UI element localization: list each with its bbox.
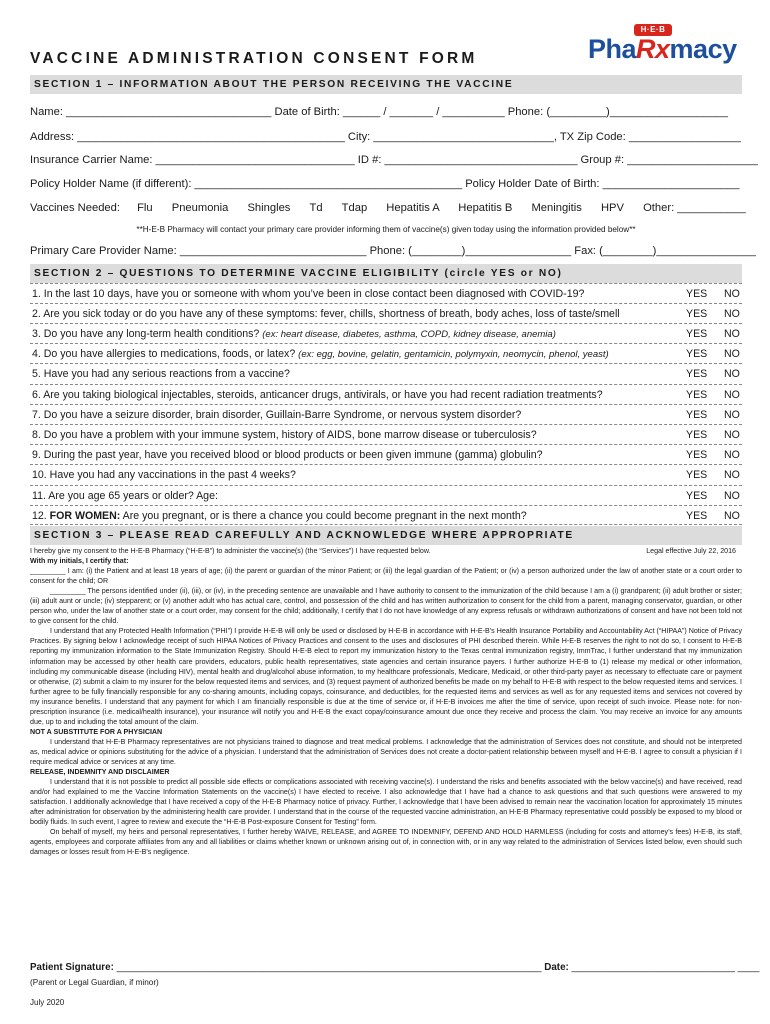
question-row bbox=[30, 343, 742, 363]
release-paragraph: I understand that it is not possible to predict all possible side effects or complications associated with receiving vaccine(s). I understand the risks and benefits associated with the below vaccine(s) and have received, read and/or had explained to me the Vaccine Information Statements on the vaccine(s) I have elected to receive. I also acknowledge that I have had a chance to ask questions and that such questions were answered to my satisfaction. I additionally acknowledge that I have received a copy of the H-E-B Pharmacy notice of privacy. Further, I acknowledge that I have been advised to remain near the vaccination location for approximately 15 minutes after administration for observation by the administering health care provider. I understand that in the course of the requested vaccine administration, an H-E-B Pharmacy representative could possibly be exposed to my blood or bodily fluids. In such event, I agree to review and execute the “H-E-B Post-exposure Consent for Testing” form. bbox=[30, 778, 742, 827]
vaccines-needed-row bbox=[30, 202, 746, 214]
signature-label: Patient Signature: bbox=[30, 962, 114, 973]
vaccine-option[interactable]: Flu bbox=[137, 202, 153, 214]
question-row bbox=[30, 505, 742, 525]
vaccine-option[interactable]: Meningitis bbox=[531, 202, 582, 214]
question-row bbox=[30, 464, 742, 484]
no-option[interactable]: NO bbox=[724, 510, 740, 522]
question-row bbox=[30, 303, 742, 323]
no-option[interactable]: NO bbox=[724, 328, 740, 340]
no-option[interactable]: NO bbox=[724, 389, 740, 401]
consent-legal-text bbox=[30, 546, 742, 857]
initials-option-a[interactable]: _________ I am: (i) the Patient and at least 18 years of age; (ii) the parent or guardian of the minor Patient; or (iii) the legal guardian of the Patient; or (iv) a person authorized under the law of another state or a court order to consent for the child; OR bbox=[30, 567, 742, 586]
date-label: Date: bbox=[544, 962, 569, 973]
primary-care-provider-line[interactable]: Primary Care Provider Name: ______________________________ Phone: (________)_________________ Fax: (________)________________ bbox=[30, 245, 756, 257]
address-line[interactable]: Address: ___________________________________________ City: _____________________________, TX Zip Code: __________________ bbox=[30, 131, 741, 143]
indemnity-paragraph: On behalf of myself, my heirs and personal representatives, I further hereby WAIVE, RELEASE, and AGREE TO INDEMNIFY, DEFEND AND HOLD HARMLESS (including for costs and attorney’s fees) H-E-B, its staff, agents, employees and corporate affiliates from any and all liabilities or claims whether known or unknown arising out of, in connection with, or in any way related to the administration of Services listed below, even should such damages or losses result from H-E-B’s negligence. bbox=[30, 828, 742, 857]
section2-heading: SECTION 2 – QUESTIONS TO DETERMINE VACCINE ELIGIBILITY (circle YES or NO) bbox=[30, 264, 742, 283]
question-text: 1. In the last 10 days, have you or someone with whom you’ve been in close contact been diagnosed with COVID-19? bbox=[32, 288, 585, 300]
yes-option[interactable]: YES bbox=[686, 389, 708, 401]
vaccine-option[interactable]: Hepatitis B bbox=[458, 202, 513, 214]
question-text: 5. Have you had any serious reactions from a vaccine? bbox=[32, 368, 290, 380]
question-text: 7. Do you have a seizure disorder, brain disorder, Guillain-Barre Syndrome, or nervous system disorder? bbox=[32, 409, 522, 421]
consent-intro: I hereby give my consent to the H-E-B Pharmacy (“H-E-B”) to administer the vaccine(s) (the “Services”) I have requested below. bbox=[30, 547, 431, 555]
question-row bbox=[30, 424, 742, 444]
question-text: 6. Are you taking biological injectables, steroids, anticancer drugs, antivirals, or have you had recent radiation treatments? bbox=[32, 389, 603, 401]
heb-badge-icon: H·E·B bbox=[634, 24, 672, 36]
question-row bbox=[30, 323, 742, 343]
name-dob-phone-line[interactable]: Name: _________________________________ Date of Birth: ______ / _______ / __________ Phone: (_________)___________________ bbox=[30, 106, 728, 118]
signature-sublabel: (Parent or Legal Guardian, if minor) bbox=[30, 978, 159, 987]
wordmark-part2: macy bbox=[669, 34, 737, 64]
yes-option[interactable]: YES bbox=[686, 409, 708, 421]
vaccine-option[interactable]: Pneumonia bbox=[171, 202, 229, 214]
question-row bbox=[30, 283, 742, 303]
insurance-line[interactable]: Insurance Carrier Name: ________________________________ ID #: _______________________________ Group #: _____________________ bbox=[30, 154, 758, 166]
yes-option[interactable]: YES bbox=[686, 449, 708, 461]
provider-contact-note: **H-E-B Pharmacy will contact your primary care provider informing them of vaccine(s) given today using the information provided below** bbox=[136, 225, 636, 234]
question-text: 3. Do you have any long-term health conditions? (ex: heart disease, diabetes, asthma, COPD, kidney disease, anemia) bbox=[32, 328, 556, 340]
no-option[interactable]: NO bbox=[724, 490, 740, 502]
initials-option-b[interactable]: _________ The persons identified under (ii), (iii), or (iv), in the preceding sentence are unavailable and I have authority to consent to the immunization of the child because I am a (i) grandparent; (ii) adult brother or sister; (iii) adult aunt or uncle; (iv) stepparent; or (v) another adult who has actual care, control, and possession of the child and has written authorization to consent for the child from a parent, managing conservator, guardian, or other person who, under the law of another state or a court order, may consent for the child; additionally, I certify that I do not have knowledge of any express refusals or withdrawn authorizations of consent and have not been told not to give consent for the child. bbox=[30, 587, 742, 626]
no-option[interactable]: NO bbox=[724, 308, 740, 320]
heb-pharmacy-logo bbox=[588, 24, 738, 74]
wordmark-rx: Rx bbox=[636, 34, 670, 64]
yes-option[interactable]: YES bbox=[686, 308, 708, 320]
yes-option[interactable]: YES bbox=[686, 328, 708, 340]
question-row bbox=[30, 444, 742, 464]
vaccine-option[interactable]: Shingles bbox=[247, 202, 291, 214]
yes-option[interactable]: YES bbox=[686, 368, 708, 380]
no-option[interactable]: NO bbox=[724, 409, 740, 421]
question-row bbox=[30, 384, 742, 404]
no-option[interactable]: NO bbox=[724, 469, 740, 481]
question-text: 4. Do you have allergies to medications, foods, or latex? (ex: egg, bovine, gelatin, gentamicin, polymyxin, neomycin, phenol, yeast) bbox=[32, 348, 609, 360]
question-row bbox=[30, 363, 742, 383]
no-option[interactable]: NO bbox=[724, 449, 740, 461]
no-option[interactable]: NO bbox=[724, 368, 740, 380]
question-text: 10. Have you had any vaccinations in the past 4 weeks? bbox=[32, 469, 296, 481]
phi-paragraph: I understand that any Protected Health Information (“PHI”) I provide H-E-B will only be used or disclosed by H-E-B in accordance with H-E-B’s Health Insurance Portability and Accountability Act (“HIPAA”) Notice of Privacy Practices. By signing below I acknowledge receipt of such HIPAA Notices of Privacy Practices and consent to the uses and disclosures of PHI described therein. While H-E-B reserves the right to not do so, I consent to H-E-B reporting my immunization information to the State Immunization Registry. Should H-E-B elect to report my immunization history to the Texas central immunization registry, ImmTrac, I further understand that my immunization information may be accessed by other health care providers, educators, public health representatives, state agencies and certain insurance payers. I further authorize H-E-B to (1) release my medical or other information, including my communicable disease (including HIV), mental health and drug/alcohol abuse information, to my healthcare professionals, Medicare, Medicaid, or other third-party payer as necessary to effectuate care or payment or otherwise, (2) submit a claim to my insurer for the below requested items and services, and (3) request payment of authorized benefits be made on my behalf to H-E-B with respect to the below requested items and services. I further agree to be fully financially responsible for any co-sharing amounts, including copays, coinsurance, and deductibles, for the requested items and services as well as for any requested items and services not covered by my insurance benefits. I understand that any payment for which I am financially responsible is due at the time of service or, if H-E-B invoices me after the time of service, upon receipt of such invoice. Please note: for non-prescription insurance (i.e. medical/health insurance), your insurance will notify you and H-E-B the exact copay/coinsurance amount due once they receive and process the claim. You may receive an invoice for any amounts due, up to and including the total amount of the claim. bbox=[30, 627, 742, 726]
question-text: 12. FOR WOMEN: Are you pregnant, or is there a chance you could become pregnant in the next month? bbox=[32, 510, 527, 522]
vaccine-option[interactable]: HPV bbox=[600, 202, 624, 214]
no-option[interactable]: NO bbox=[724, 429, 740, 441]
section3-heading: SECTION 3 – PLEASE READ CAREFULLY AND ACKNOWLEDGE WHERE APPROPRIATE bbox=[30, 526, 742, 545]
legal-effective-date: Legal effective July 22, 2016 bbox=[646, 547, 736, 555]
section1-heading: SECTION 1 – INFORMATION ABOUT THE PERSON RECEIVING THE VACCINE bbox=[30, 75, 742, 94]
no-option[interactable]: NO bbox=[724, 288, 740, 300]
vaccines-label: Vaccines Needed: bbox=[30, 202, 120, 214]
question-text: 11. Are you age 65 years or older? Age: bbox=[32, 490, 218, 502]
vaccine-option[interactable]: Tdap bbox=[341, 202, 368, 214]
vaccine-option[interactable]: Hepatitis A bbox=[386, 202, 440, 214]
yes-option[interactable]: YES bbox=[686, 510, 708, 522]
wordmark-part1: Pha bbox=[588, 34, 637, 64]
yes-option[interactable]: YES bbox=[686, 348, 708, 360]
question-row bbox=[30, 485, 742, 505]
signature-field[interactable]: ______________________________________________________________________________ bbox=[113, 962, 545, 973]
vaccine-option[interactable]: Td bbox=[309, 202, 323, 214]
not-substitute-heading: NOT A SUBSTITUTE FOR A PHYSICIAN bbox=[30, 727, 163, 736]
question-row bbox=[30, 404, 742, 424]
not-substitute-paragraph: I understand that H-E-B Pharmacy representatives are not physicians trained to diagnose and treat medical problems. I acknowledge that the administration of Services does not constitute, and should not be interpreted as, medical advice or opinions substituting for the advice of a physician. I understand that the administration of Services does not create a doctor-patient relationship between myself and H-E-B. I agree to consult a physician if I require medical advice or services at any time. bbox=[30, 737, 742, 766]
yes-option[interactable]: YES bbox=[686, 490, 708, 502]
yes-option[interactable]: YES bbox=[686, 469, 708, 481]
question-text: 8. Do you have a problem with your immune system, history of AIDS, bone marrow disease or tuberculosis? bbox=[32, 429, 537, 441]
form-title: VACCINE ADMINISTRATION CONSENT FORM bbox=[30, 50, 478, 67]
question-text: 2. Are you sick today or do you have any of these symptoms: fever, chills, shortness of breath, body aches, loss of taste/smell bbox=[32, 308, 620, 320]
vaccine-option-other[interactable]: Other: ___________ bbox=[643, 202, 746, 214]
policy-holder-line[interactable]: Policy Holder Name (if different): ___________________________________________ Policy Holder Date of Birth: ______________________ bbox=[30, 178, 740, 190]
form-revision-date: July 2020 bbox=[30, 998, 65, 1007]
yes-option[interactable]: YES bbox=[686, 288, 708, 300]
date-field[interactable]: ______________________________ ____ bbox=[568, 962, 760, 973]
initials-heading: With my initials, I certify that: bbox=[30, 557, 129, 566]
signature-row bbox=[30, 962, 759, 973]
yes-option[interactable]: YES bbox=[686, 429, 708, 441]
pharmacy-wordmark bbox=[588, 34, 737, 65]
no-option[interactable]: NO bbox=[724, 348, 740, 360]
question-text: 9. During the past year, have you received blood or blood products or been given immune (gamma) globulin? bbox=[32, 449, 543, 461]
release-heading: RELEASE, INDEMNITY AND DISCLAIMER bbox=[30, 768, 170, 777]
